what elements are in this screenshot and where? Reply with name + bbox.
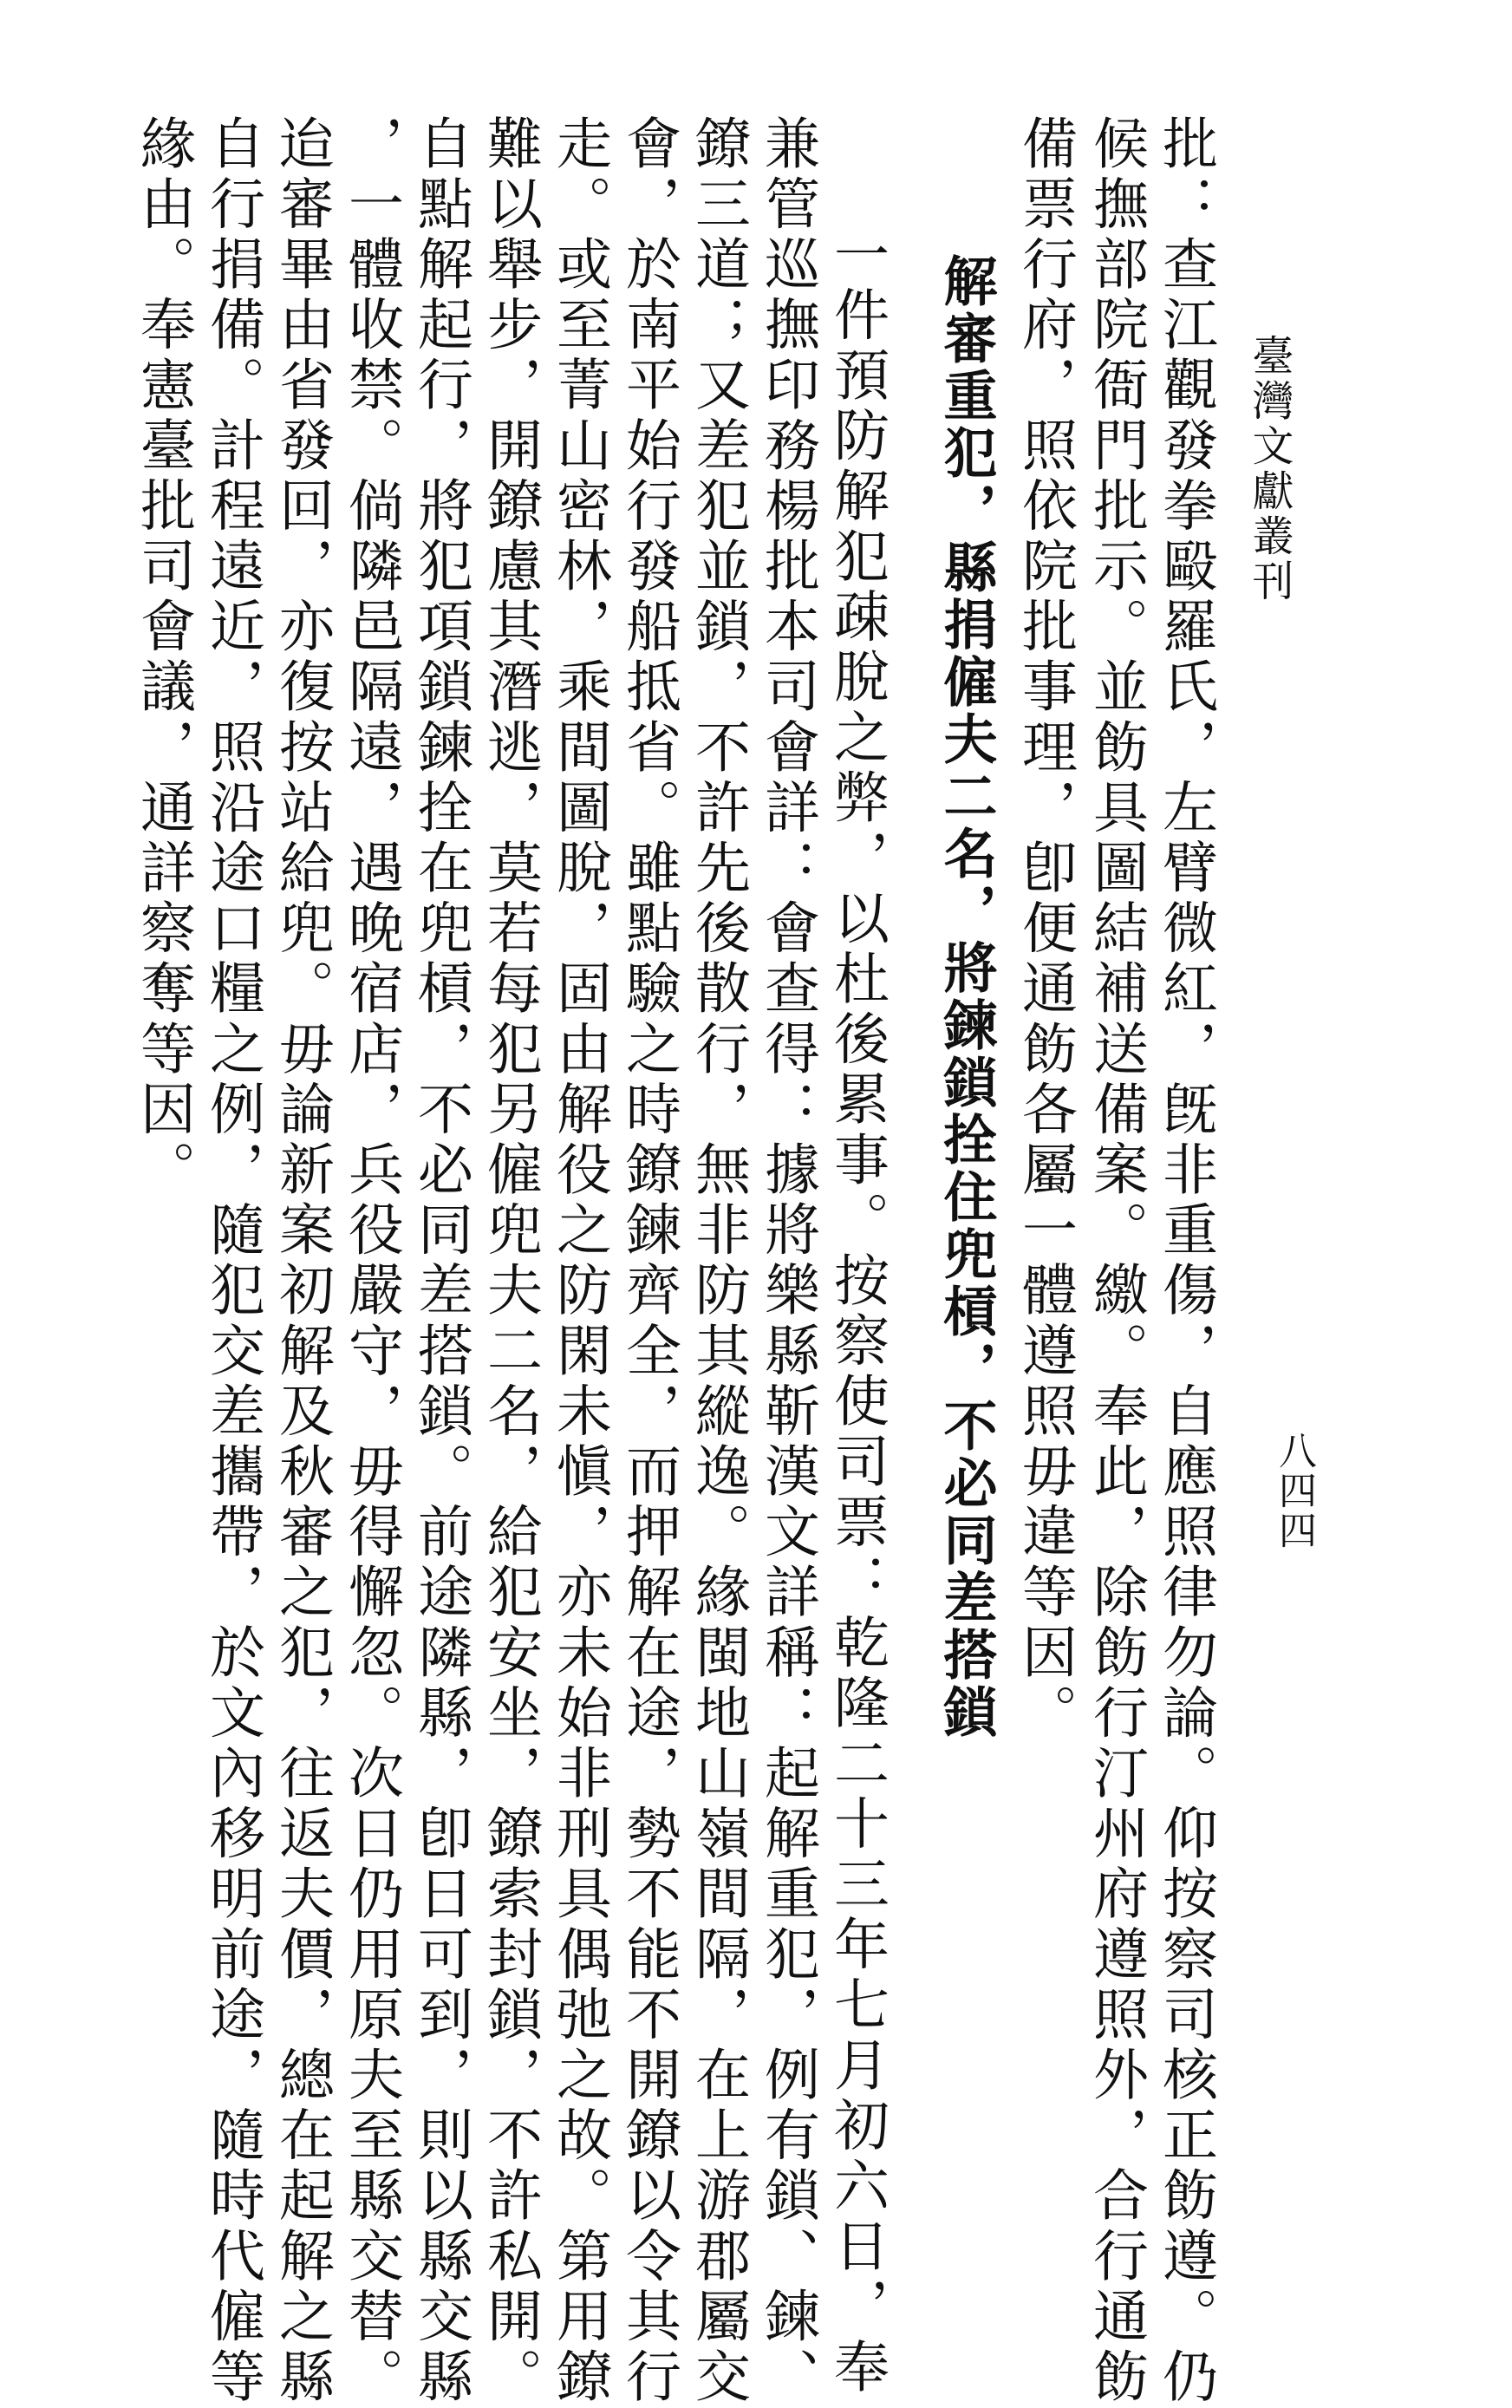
- text-line: 自點解起行，將犯項鎖鍊拴在兜槓，不必同差搭鎖。前途隣縣，卽日可到，則以縣交縣: [408, 114, 472, 2408]
- text-line: 備票行府，照依院批事理，卽便通飭各屬一體遵照毋違等因。: [1013, 114, 1077, 1745]
- text-line: 緣由。奉憲臺批司會議，通詳察奪等因。: [131, 114, 195, 1201]
- header-title: 臺灣文獻叢刊: [1245, 334, 1294, 604]
- text-line: 兼管巡撫印務楊批本司會詳：會查得：據將樂縣靳漢文詳稱：起解重犯，例有鎖、鍊、: [755, 114, 819, 2408]
- text-line: 自行捐備。計程遠近，照沿途口糧之例，隨犯交差攜帶，於文內移明前途，隨時代僱等: [200, 114, 264, 2408]
- text-line: 候撫部院衙門批示。並飭具圖結補送備案。繳。奉此，除飭行汀州府遵照外，合行通飭: [1084, 114, 1148, 2408]
- text-line: 走。或至菁山密林，乘間圖脫，固由解役之防閑未愼，亦未始非刑具偶弛之故。第用鐐: [547, 114, 611, 2408]
- text-line: 鐐三道；又差犯並鎖，不許先後散行，無非防其縱逸。緣閩地山嶺間隔，在上游郡屬交: [686, 114, 750, 2408]
- text-line: 難以舉步，開鐐慮其潛逃，莫若每犯另僱兜夫二名，給犯安坐，鐐索封鎖，不許私開。: [478, 114, 542, 2408]
- text-line: 迨審畢由省發回，亦復按站給兜。毋論新案初解及秋審之犯，往返夫價，總在起解之縣: [270, 114, 334, 2408]
- text-line: 一件預防解犯疎脫之弊，以杜後累事。按察使司票：乾隆二十三年七月初六日，奉: [824, 225, 889, 2398]
- text-line: 會，於南平始行發船抵省。雖點驗之時鐐鍊齊全，而押解在途，勢不能不開鐐以令其行: [616, 114, 681, 2408]
- section-heading: 解審重犯，縣捐僱夫二名，將鍊鎖拴住兜槓，不必同差搭鎖: [935, 253, 998, 1741]
- text-line: ，一體收禁。倘隣邑隔遠，遇晚宿店，兵役嚴守，毋得懈忽。次日仍用原夫至縣交替。: [339, 114, 403, 2408]
- text-line: 批：查江觀發拳毆羅氏，左臂微紅，旣非重傷，自應照律勿論。仰按察司核正飭遵。仍: [1153, 114, 1217, 2408]
- page-number: 八四四: [1272, 1431, 1316, 1550]
